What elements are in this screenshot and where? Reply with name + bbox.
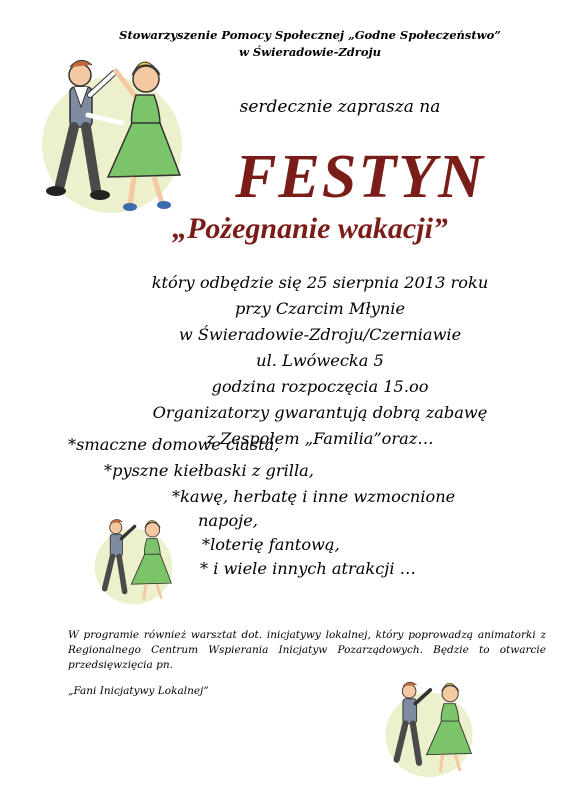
event-subtitle: „Pożegnanie wakacji” xyxy=(172,212,448,245)
program-name: „Fani Inicjatywy Lokalnej” xyxy=(68,685,209,697)
detail-line: który odbędzie się 25 sierpnia 2013 roku xyxy=(151,273,489,292)
dancing-couple-illustration xyxy=(378,672,490,782)
attraction-item: *kawę, herbatę i inne wzmocnione xyxy=(172,487,456,506)
dancing-couple-illustration xyxy=(88,502,188,617)
attraction-item: *loterię fantową, xyxy=(202,535,340,554)
attraction-item: *pyszne kiełbaski z grilla, xyxy=(104,461,314,480)
detail-line: ul. Lwówecka 5 xyxy=(256,351,384,370)
detail-line: Organizatorzy gwarantują dobrą zabawę xyxy=(152,403,488,422)
event-title: FESTYN xyxy=(235,143,485,211)
attraction-item: napoje, xyxy=(198,511,258,530)
attraction-item: *smaczne domowe ciasta, xyxy=(68,435,280,454)
organization-line-1: Stowarzyszenie Pomocy Społecznej „Godne Społeczeństwo” xyxy=(119,28,501,42)
attraction-item: * i wiele innych atrakcji … xyxy=(200,559,416,578)
organization-name xyxy=(110,27,510,61)
event-details xyxy=(120,270,520,452)
organization-line-2: w Świeradowie-Zdroju xyxy=(238,45,382,59)
detail-line: przy Czarcim Młynie xyxy=(234,299,406,318)
detail-line: godzina rozpoczęcia 15.oo xyxy=(211,377,429,396)
detail-line: z Zespołem „Familia”oraz… xyxy=(206,429,434,448)
program-description: W programie również warsztat dot. inicjatywy lokalnej, który poprowadzą animatorki z Regionalnego Centrum Wspierania Inicjatyw Pozarządowych. Będzie to otwarcie przedsięwzięcia pn. xyxy=(68,629,546,671)
detail-line: w Świeradowie-Zdroju/Czerniawie xyxy=(178,325,462,344)
invite-text: serdecznie zaprasza na xyxy=(239,97,441,117)
